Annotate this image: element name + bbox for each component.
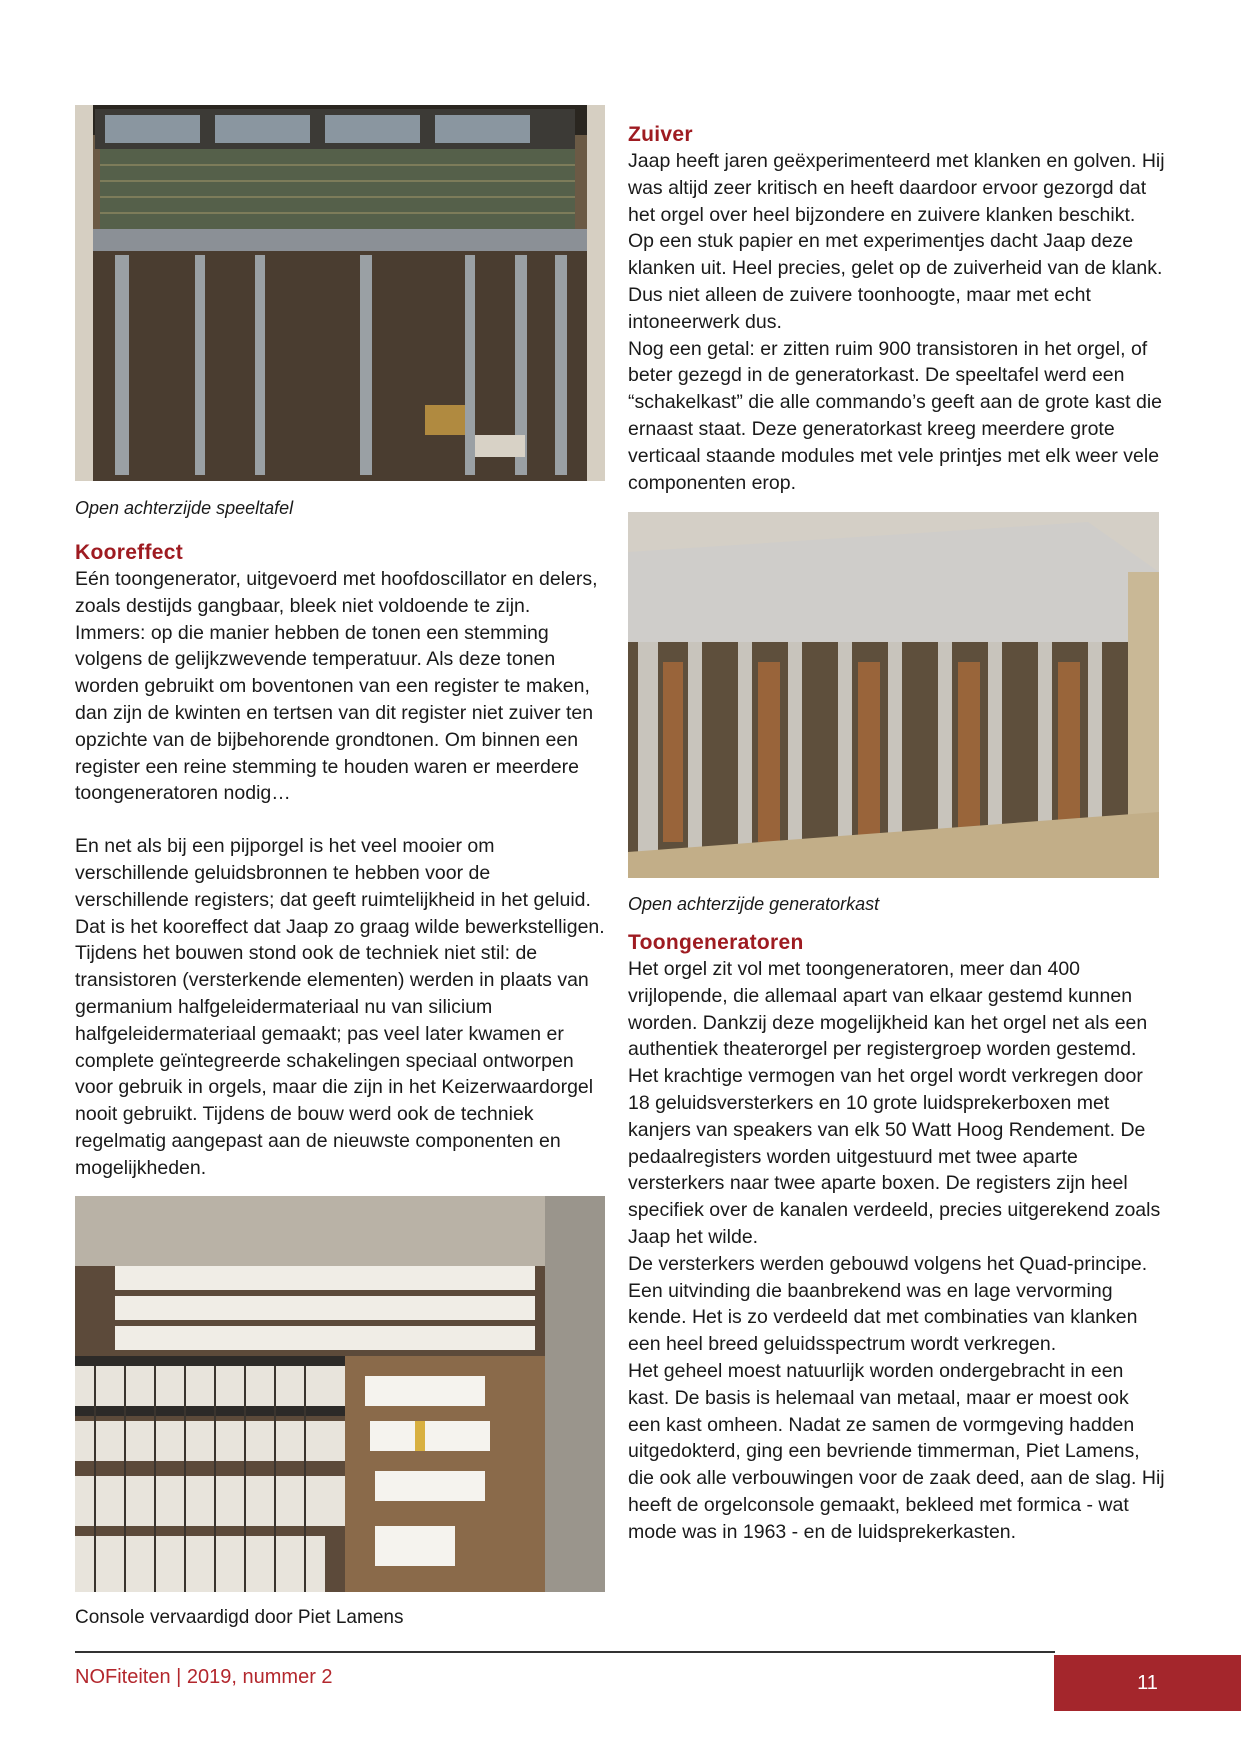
section-kooreffect [75,540,605,1182]
paragraph: Eén toongenerator, uitgevoerd met hoofdoscillator en delers, zoals destijds gangbaar, bleek niet voldoende te zijn. Immers: op die manier hebben de tonen een stemming volgens de gelijkzwevende temperatuur. Als deze tonen worden gebruikt om boventonen van een register te maken, dan zijn de kwinten en tertsen van dit register niet zuiver ten opzichte van de bijbehorende grondtonen. Om binnen een register een reine stemming te houden waren er meerdere toongeneratoren nodig… [75,568,598,805]
section-toongeneratoren [628,930,1166,1546]
page-number-box [1054,1655,1241,1711]
paragraph: Jaap heeft jaren geëxperimenteerd met klanken en golven. Hij was altijd zeer kritisch en heeft daardoor ervoor gezorgd dat het orgel over heel bijzondere en zuivere klanken beschikt. Op een stuk papier en met experimentjes dacht Jaap deze klanken uit. Heel precies, gelet op de zuiverheid van de klank. Dus niet alleen de zuivere toonhoogte, maar met echt intoneerwerk dus. [628,150,1165,333]
section-zuiver [628,122,1166,496]
paragraph: Het geheel moest natuurlijk worden ondergebracht in een kast. De basis is helemaal van metaal, maar er moest ook een kast omheen. Nadat ze samen de vormgeving hadden uitgedokterd, ging een bevriende timmerman, Piet Lamens, die ook alle verbouwingen voor de zaak deed, aan de slag. Hij heeft de orgelconsole gemaakt, bekleed met formica - wat mode was in 1963 - en de luidsprekerkasten. [628,1359,1165,1543]
photo-generator-cabinet [628,512,1159,878]
paragraph: Nog een getal: er zitten ruim 900 transistoren in het orgel, of beter gezegd in de generatorkast. De speeltafel werd een “schakelkast” die alle commando’s geeft aan de grote kast die ernaast staat. Deze generatorkast kreeg meerdere grote verticaal staande modules met vele printjes met elk weer vele componenten erop. [628,337,1163,494]
photo-caption-generator-cabinet: Open achterzijde generatorkast [628,894,880,914]
paragraph: Het krachtige vermogen van het orgel wordt verkregen door 18 geluidsversterkers en 10 grote luidsprekerboxen met kanjers van speakers van elk 50 Watt Hoog Rendement. De pedaalregisters worden uitgestuurd met twee aparte versterkers naar twee aparte boxen. De registers zijn heel specifiek over de kanalen verdeeld, precies uitgerekend zoals Jaap het wilde. [628,1065,1161,1248]
paragraph: De versterkers werden gebouwd volgens het Quad-principe. Een uitvinding die baanbrekend was en lage vervorming kende. Het is zo verdeeld dat met combinaties van klanken een heel breed geluidsspectrum wordt verkregen. [628,1252,1148,1356]
paragraph: En net als bij een pijporgel is het veel mooier om verschillende geluidsbronnen te hebben voor de verschillende registers; dat geeft ruimtelijkheid in het geluid. Dat is het kooreffect dat Jaap zo graag wilde bewerkstelligen. [75,835,605,938]
photo-organ-console [75,1196,605,1592]
photo-caption-console: Console vervaardigd door Piet Lamens [75,1607,404,1628]
photo-caption-console-back: Open achterzijde speeltafel [75,498,294,518]
heading-toongeneratoren: Toongeneratoren [628,931,804,954]
heading-zuiver: Zuiver [628,123,693,146]
page-number: 11 [1137,1671,1158,1694]
paragraph: Tijdens het bouwen stond ook de techniek niet stil: de transistoren (versterkende elementen) werden in plaats van germanium halfgeleidermateriaal nu van silicium halfgeleidermateriaal gemaakt; pas veel later kwamen er complete geïntegreerde schakelingen speciaal ontworpen voor gebruik in orgels, maar die zijn in het Keizerwaardorgel nooit gebruikt. Tijdens de bouw werd ook de techniek regelmatig aangepast aan de nieuwste componenten en mogelijkheden. [75,942,594,1179]
photo-open-back-console [75,105,605,481]
footer-publication: NOFiteiten | 2019, nummer 2 [75,1666,333,1688]
footer-rule [75,1651,1055,1653]
heading-kooreffect: Kooreffect [75,541,184,564]
paragraph: Het orgel zit vol met toongeneratoren, meer dan 400 vrijlopende, die allemaal apart van elkaar gestemd kunnen worden. Dankzij deze mogelijkheid kan het orgel net als een authentiek theaterorgel per registergroep worden gestemd. [628,958,1148,1061]
